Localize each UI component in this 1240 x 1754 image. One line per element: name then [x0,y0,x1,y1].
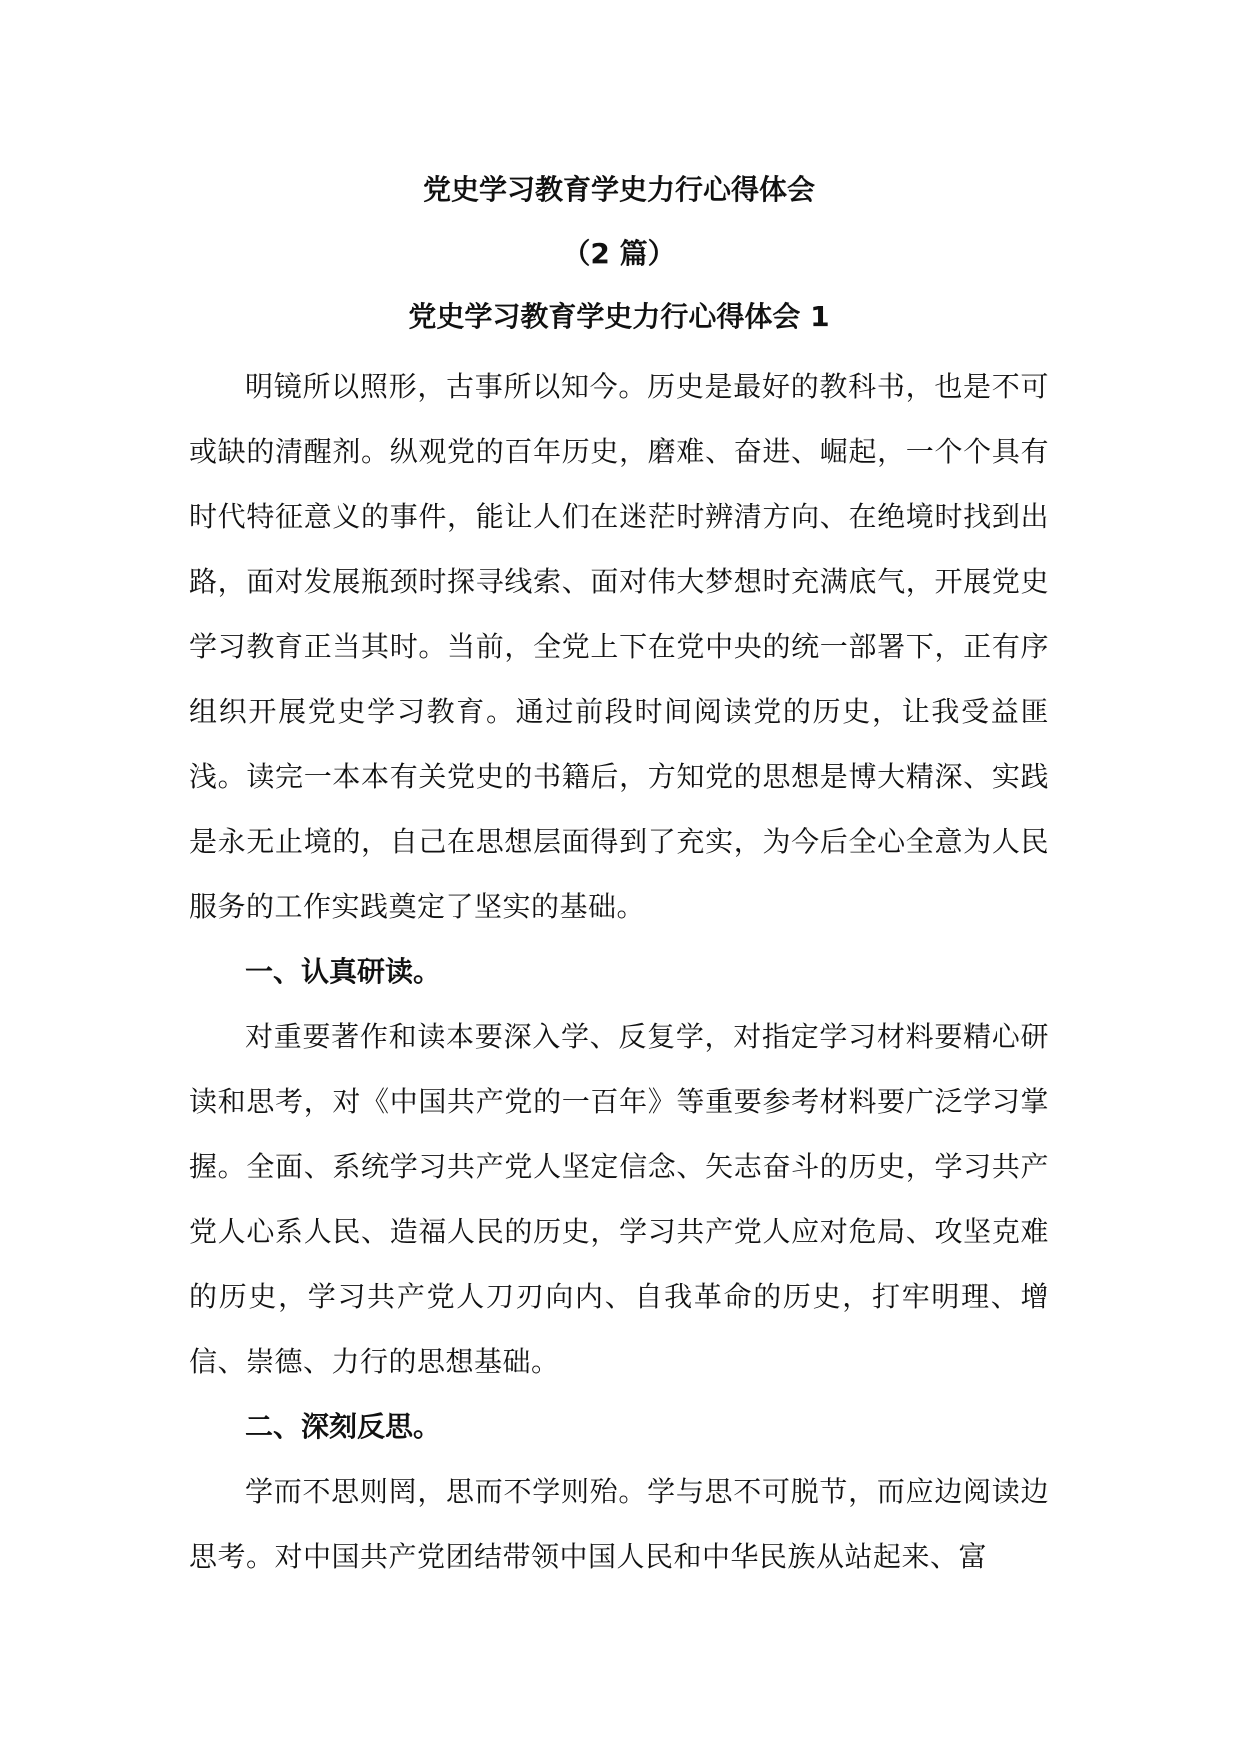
document-subtitle: （2 篇） [562,237,676,270]
document-title: 党史学习教育学史力行心得体会 [422,173,815,206]
body-paragraph: 对重要著作和读本要深入学、反复学，对指定学习材料要精心研读和思考，对《中国共产党的一百年》等重要参考材料要广泛学习掌握。全面、系统学习共产党人坚定信念、矢志奋斗的历史，学习共产党人心系人民、造福人民的历史，学习共产党人应对危局、攻坚克难的历史，学习共产党人刀刃向内、自我革命的历史，打牢明理、增信、崇德、力行的思想基础。 [189,1020,1049,1378]
section-heading: 二、深刻反思。 [245,1410,442,1443]
section-heading: 一、认真研读。 [245,955,442,988]
document-page [189,170,1049,1589]
body-paragraph: 学而不思则罔，思而不学则殆。学与思不可脱节，而应边阅读边思考。对中国共产党团结带领中国人民和中华民族从站起来、富 [189,1475,1049,1573]
body-paragraph: 明镜所以照形，古事所以知今。历史是最好的教科书，也是不可或缺的清醒剂。纵观党的百年历史，磨难、奋进、崛起，一个个具有时代特征意义的事件，能让人们在迷茫时辨清方向、在绝境时找到出路，面对发展瓶颈时探寻线索、面对伟大梦想时充满底气，开展党史学习教育正当其时。当前，全党上下在党中央的统一部署下，正有序组织开展党史学习教育。通过前段时间阅读党的历史，让我受益匪浅。读完一本本有关党史的书籍后，方知党的思想是博大精深、实践是永无止境的，自己在思想层面得到了充实，为今后全心全意为人民服务的工作实践奠定了坚实的基础。 [189,370,1049,923]
article-title: 党史学习教育学史力行心得体会 1 [408,300,830,333]
